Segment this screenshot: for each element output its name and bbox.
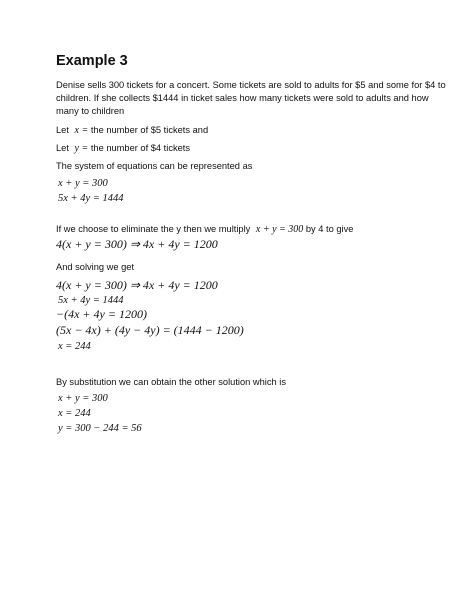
solving-line-5: x = 244 bbox=[58, 341, 91, 352]
intro-line-1: Denise sells 300 tickets for a concert. Some tickets are sold to adults for $5 and some for $4 to bbox=[56, 80, 446, 90]
eliminate-text-before: If we choose to eliminate the y then we multiply bbox=[56, 224, 251, 234]
let-x-text: the number of $5 tickets and bbox=[90, 125, 209, 135]
system-intro: The system of equations can be represented as bbox=[56, 161, 253, 171]
substitution-line-2: x = 244 bbox=[58, 408, 91, 419]
eliminate-line bbox=[56, 223, 353, 236]
solving-line-1: 4(x + y = 300) ⇒ 4x + 4y = 1200 bbox=[56, 278, 218, 292]
intro-line-3: many to children bbox=[56, 106, 125, 116]
let-y-line bbox=[56, 142, 190, 155]
system-eq-1: x + y = 300 bbox=[58, 178, 108, 189]
solving-intro: And solving we get bbox=[56, 262, 135, 272]
intro-line-2: children. If she collects $1444 in ticket sales how many tickets were sold to adults and how bbox=[56, 93, 429, 103]
substitution-line-3: y = 300 − 244 = 56 bbox=[58, 423, 142, 434]
let-x-line bbox=[56, 124, 208, 137]
eliminate-text-after: by 4 to give bbox=[305, 224, 354, 234]
eliminate-expr: x + y = 300 bbox=[255, 224, 304, 235]
substitution-intro: By substitution we can obtain the other solution which is bbox=[56, 377, 286, 387]
let-x-prefix: Let bbox=[56, 125, 69, 135]
eliminate-result: 4(x + y = 300) ⇒ 4x + 4y = 1200 bbox=[56, 237, 218, 251]
let-x-var: x = bbox=[74, 125, 89, 136]
page-title: Example 3 bbox=[56, 53, 128, 69]
substitution-line-1: x + y = 300 bbox=[58, 393, 108, 404]
solving-line-3: −(4x + 4y = 1200) bbox=[56, 307, 147, 321]
let-y-prefix: Let bbox=[56, 143, 69, 153]
solving-line-2: 5x + 4y = 1444 bbox=[58, 295, 124, 306]
solving-line-4: (5x − 4x) + (4y − 4y) = (1444 − 1200) bbox=[56, 323, 244, 337]
system-eq-2: 5x + 4y = 1444 bbox=[58, 193, 124, 204]
let-y-text: the number of $4 tickets bbox=[90, 143, 191, 153]
let-y-var: y = bbox=[74, 143, 89, 154]
